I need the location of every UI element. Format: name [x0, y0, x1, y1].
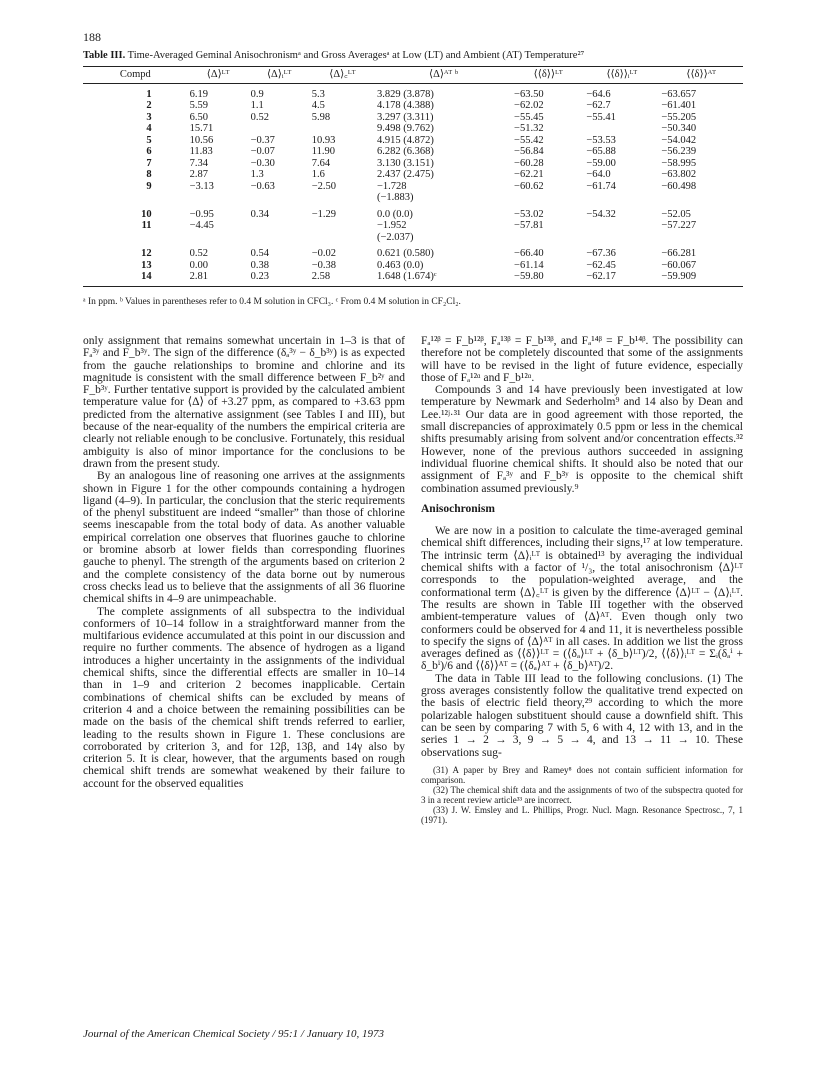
- header-compd: Compd: [83, 67, 188, 84]
- compound-number: 10: [141, 208, 152, 220]
- header-gross-lt: ⟨⟨δ⟩⟩ᴸᵀ: [512, 67, 584, 84]
- compound-number: 13: [141, 259, 152, 271]
- table-cell: 5.3: [311, 88, 325, 100]
- table-row: [83, 100, 743, 112]
- compound-number: 3: [146, 111, 152, 123]
- table-cell: −62.17: [584, 271, 659, 286]
- table-cell: −4.45: [189, 220, 214, 231]
- table-cell: 15.71: [189, 123, 214, 134]
- table-cell: −0.63: [250, 180, 275, 192]
- table-cell: 0.34: [250, 208, 269, 220]
- table-row: [83, 135, 743, 147]
- table-row: [83, 243, 743, 260]
- table-cell: −60.28: [514, 157, 544, 169]
- header-delta-lt: ⟨Δ⟩ᴸᵀ: [188, 67, 249, 84]
- table-cell: [188, 192, 249, 204]
- table-cell: −66.40: [514, 248, 544, 259]
- table-cell: −55.205: [661, 111, 697, 123]
- compound-number: 2: [146, 100, 152, 111]
- table-cell: −67.36: [586, 248, 616, 259]
- table-row: [83, 271, 743, 286]
- compound-number: 7: [146, 157, 152, 169]
- table-cell: [659, 232, 743, 244]
- table-cell: −0.30: [250, 157, 275, 169]
- table-caption-label: Table III.: [83, 50, 126, 61]
- table-cell: 2.437 (2.475): [377, 169, 434, 180]
- table-cell: [249, 192, 310, 204]
- table-cell: [584, 220, 659, 232]
- table-cell: −60.498: [661, 180, 697, 192]
- table-cell: 0.52: [250, 111, 269, 123]
- table-cell: 0.9: [250, 88, 264, 100]
- table-cell: −55.42: [514, 134, 544, 146]
- table-cell: [310, 192, 375, 204]
- compound-number: 6: [146, 146, 152, 157]
- compound-number: 4: [146, 123, 152, 134]
- table-cell: 6.19: [189, 88, 208, 100]
- table-cell: 2.87: [189, 169, 208, 180]
- paragraph: The complete assignments of all subspectra to the individual conformers of 10–14 follow in a straightforward manner from the multifarious evidence accumulated at this point in our discussion and require no further comments. The absence of hydrogen as a ligand introduces a higher uncertainty in the assignments of the individual chemical shifts, since the differential effects are smaller in 10–14 than in 1–9 and criterion 2 becomes inapplicable. Certain combinations of chemical shifts can be excluded by means of criterion 4 and a choice between the remaining possibilities can be made on the basis of the chemical shift trends referred to earlier, leading to the results shown in Figure 1. These conclusions are corroborated by criterion 3, and for 12β, 13β, and 14γ also by criterion 5. It is clear, however, that the arguments based on rough chemical shift trends are somewhat weakened by their failure to account for the observed equalities: [83, 605, 405, 790]
- table-cell: [659, 192, 743, 204]
- table-cell: 6.50: [189, 111, 208, 123]
- table-cell: 0.38: [250, 259, 269, 271]
- table-cell: −0.02: [311, 248, 337, 259]
- table-caption: [83, 50, 743, 61]
- table-cell: −63.50: [514, 88, 544, 100]
- table-cell: −50.340: [661, 123, 697, 134]
- table-cell: −59.909: [659, 271, 743, 286]
- paragraph: only assignment that remains somewhat uncertain in 1–3 is that of Fₐ³ʸ and F_b³ʸ. The sign of the difference (δₐ³ʸ − δ_b³ʸ) is as expected from the gauche relationships to bromine and chlorine and its magnitude is consistent with the small difference between F_b²ʸ and F_b³ʸ. Further tentative support is provided by the calculated ambient temperature value for ⟨Δ⟩ of +3.27 ppm, as compared to +3.63 ppm predicted from the alternative assignment (see Tables I and III), but because of the near-equality of the numbers the empirical criteria are clearly not reliable enough to be conclusive. Fortunately, this residual ambiguity is also of minor importance for the conclusions to be drawn from the present study.: [83, 335, 405, 470]
- table-cell: 3.297 (3.311): [377, 111, 434, 123]
- table-cell: 0.00: [189, 259, 208, 271]
- table-cell: −61.401: [661, 100, 697, 111]
- compound-number: 8: [146, 169, 152, 180]
- paragraph: By an analogous line of reasoning one arrives at the assignments shown in Figure 1 for the other compounds containing a hydrogen ligand (4–9). In particular, the conclusion that the steric requirements of the phenyl substituent are indeed “smaller” than those of chlorine seems inescapable from the total body of data. As another valuable empirical correlation one observes that fluorines gauche to chlorine or bromine absorb at lower fields than corresponding fluorines gauche to phenyl. The strength of the arguments based on criterion 2 and the complete consistency of the data borne out by numerous cross checks lead us to believe that the assignments of all 36 fluorine chemical shifts in 4–9 are unimpeachable.: [83, 470, 405, 606]
- compound-number: 14: [83, 271, 188, 286]
- table-cell: −3.13: [189, 180, 214, 192]
- table-row: [83, 158, 743, 170]
- header-gross-at: ⟨⟨δ⟩⟩ᴬᵀ: [659, 67, 743, 84]
- compound-number: [83, 232, 188, 244]
- table-cell: [512, 232, 584, 244]
- table-cell: −55.41: [586, 111, 616, 123]
- table-caption-text: Time-Averaged Geminal Anisochronismᵃ and Gross Averagesᵃ at Low (LT) and Ambient (AT) Temperature²⁷: [127, 50, 585, 61]
- table-cell: 0.23: [249, 271, 310, 286]
- table-cell: [584, 123, 659, 135]
- table-cell: −55.45: [514, 111, 544, 123]
- right-column: [421, 335, 743, 825]
- reference-item: (31) A paper by Brey and Ramey⁸ does not contain sufficient information for comparison.: [421, 764, 743, 785]
- table-cell: [249, 123, 310, 135]
- header-delta-c-lt: ⟨Δ⟩꜀ᴸᵀ: [310, 67, 375, 84]
- table-cell: −62.7: [586, 100, 611, 111]
- table-cell: 7.64: [311, 157, 331, 169]
- table-cell: [188, 232, 249, 244]
- table-cell: −65.88: [586, 146, 616, 157]
- table-cell: −58.995: [661, 157, 697, 169]
- table-cell: 7.34: [189, 157, 208, 169]
- table-row: [83, 232, 743, 244]
- table-cell: 4.178 (4.388): [377, 100, 434, 111]
- table-cell: 9.498 (9.762): [377, 123, 434, 134]
- compound-number: 9: [146, 180, 152, 192]
- table-row: [83, 112, 743, 124]
- paragraph: Fₐ¹²ᵝ = F_b¹²ᵝ, Fₐ¹³ᵝ = F_b¹³ᵝ, and Fₐ¹⁴ᵝ = F_b¹⁴ᵝ. The possibility can therefore not be completely discounted that some of the assignments will have to be revised in the light of future evidence, especially those of Fₐ¹²ᵅ and F_b¹²ᵅ.: [421, 335, 743, 384]
- table-cell: [310, 220, 375, 232]
- section-heading: Anisochronism: [421, 502, 495, 515]
- table-cell: 11.90: [311, 146, 335, 157]
- table-cell: 5.59: [189, 100, 208, 111]
- table-cell: [310, 123, 375, 135]
- table-cell: [249, 232, 310, 244]
- table-cell: −63.802: [661, 169, 697, 180]
- compound-number: 11: [141, 220, 152, 231]
- table-cell: −56.84: [514, 146, 544, 157]
- table-cell: 10.93: [311, 134, 336, 146]
- table-header-row: [83, 67, 743, 84]
- table-cell: −59.80: [512, 271, 584, 286]
- table-row: [83, 204, 743, 221]
- table-cell: 4.915 (4.872): [377, 134, 434, 146]
- table-cell: −1.29: [311, 208, 337, 220]
- table-row: [83, 146, 743, 158]
- page-number: 188: [83, 30, 101, 44]
- header-gross-i-lt: ⟨⟨δ⟩⟩ᵢᴸᵀ: [584, 67, 659, 84]
- table-cell: −1.728: [377, 180, 407, 192]
- header-delta-at: ⟨Δ⟩ᴬᵀ ᵇ: [375, 67, 512, 84]
- table-cell: −0.38: [311, 259, 337, 271]
- table-cell: −61.74: [586, 180, 616, 192]
- table-cell: −52.05: [661, 208, 691, 220]
- reference-item: (33) J. W. Emsley and L. Phillips, Progr. Nucl. Magn. Resonance Spectrosc., 7, 1 (1971).: [421, 804, 743, 825]
- table-cell: −54.042: [661, 134, 697, 146]
- table-cell: −62.45: [586, 259, 616, 271]
- table-cell: −64.6: [586, 88, 611, 100]
- table-cell: −60.067: [661, 259, 697, 271]
- table-cell: (−1.883): [377, 192, 414, 203]
- table-cell: −56.239: [661, 146, 697, 157]
- table-cell: 3.130 (3.151): [377, 157, 434, 169]
- table-cell: 1.1: [250, 100, 264, 111]
- table-cell: −0.07: [250, 146, 275, 157]
- table-cell: −57.227: [661, 220, 697, 231]
- table-cell: 2.58: [310, 271, 375, 286]
- table-cell: −51.32: [514, 123, 544, 134]
- compound-number: 12: [141, 248, 152, 259]
- table-row: [83, 169, 743, 181]
- paragraph: The data in Table III lead to the following conclusions. (1) The gross averages consistently follow the qualitative trend expected on the basis of electric field theory,²⁹ according to which the more polarizable halogen substituent should cause a downfield shift. This can be seen by comparing 7 with 5, 6 with 4, 12 with 13, and in the series 1 → 2 → 3, 9 → 5 → 4, and 13 → 11 → 10. These observations sug-: [421, 672, 743, 759]
- compound-number: 1: [146, 88, 152, 100]
- compound-number: 5: [146, 134, 152, 146]
- journal-footer: Journal of the American Chemical Society / 95:1 / January 10, 1973: [83, 1028, 385, 1040]
- table-cell: 5.98: [311, 111, 331, 123]
- compound-number: [83, 192, 188, 204]
- left-column: [83, 335, 405, 790]
- table-cell: 3.829 (3.878): [377, 88, 434, 100]
- table-cell: [249, 220, 310, 232]
- table-iii: [83, 66, 743, 287]
- table-cell: −60.62: [514, 180, 544, 192]
- table-cell: 4.5: [311, 100, 325, 111]
- paragraph: Compounds 3 and 14 have previously been investigated at low temperature by Newmark and Sederholm⁹ and 14 also by Dean and Lee.¹²ʲ·³¹ Our data are in good agreement with those reported, the small discrepancies of approximately 0.5 ppm or less in the chemical shifts presumably arising from solvent and/or concentration effects.³² However, none of the previous authors succeeded in assigning individual fluorine chemical shifts. It should also be noted that our assignment of Fₐ³ʸ and F_b³ʸ is opposite to the chemical shift combination assumed previously.⁹: [421, 384, 743, 495]
- table-cell: 0.463 (0.0): [377, 259, 424, 271]
- table-cell: 1.6: [311, 169, 325, 180]
- table-cell: 6.282 (6.368): [377, 146, 434, 157]
- table-cell: −53.02: [514, 208, 544, 220]
- table-footnote: ᵃ In ppm. ᵇ Values in parentheses refer to 0.4 M solution in CFCl₃. ᶜ From 0.4 M solution in CF₂Cl₂.: [83, 297, 461, 307]
- table-cell: 2.81: [188, 271, 249, 286]
- table-cell: 0.0 (0.0): [377, 208, 413, 220]
- table-cell: −62.02: [514, 100, 544, 111]
- table-cell: −62.21: [514, 169, 544, 180]
- table-row: [83, 123, 743, 135]
- table-cell: −54.32: [586, 208, 616, 220]
- table-cell: 11.83: [189, 146, 213, 157]
- reference-item: (32) The chemical shift data and the assignments of two of the subspectra quoted for 3 in a recent review article³³ are incorrect.: [421, 784, 743, 805]
- table-row: [83, 181, 743, 193]
- table-row: [83, 260, 743, 272]
- reference-list: [421, 765, 743, 825]
- paragraph: We are now in a position to calculate the time-averaged geminal chemical shift differences, including their signs,¹⁷ at low temperature. The intrinsic term ⟨Δ⟩ᵢᴸᵀ is obtained¹³ by averaging the individual chemical shifts with a factor of ¹/₃, the total anisochronism ⟨Δ⟩ᴸᵀ corresponds to the population-weighted average, and the conformational term ⟨Δ⟩꜀ᴸᵀ is given by the difference ⟨Δ⟩ᴸᵀ − ⟨Δ⟩ᵢᴸᵀ. The results are shown in Table III together with the observed ambient-temperature values of ⟨Δ⟩ᴬᵀ. Even though only two conformers could be observed for 4 and 11, it is nevertheless possible to specify the signs of ⟨Δ⟩ᴬᵀ in all cases. In addition we list the gross averages defined as ⟨⟨δ⟩⟩ᴸᵀ = (⟨δₐ⟩ᴸᵀ + ⟨δ_b⟩ᴸᵀ)/2, ⟨⟨δ⟩⟩ᵢᴸᵀ = Σᵢ(δₐⁱ + δ_bⁱ)/6 and ⟨⟨δ⟩⟩ᴬᵀ = (⟨δₐ⟩ᴬᵀ + ⟨δ_b⟩ᴬᵀ)/2.: [421, 525, 743, 673]
- table-cell: −1.952: [377, 220, 407, 231]
- table-cell: −2.50: [311, 180, 337, 192]
- table-cell: 0.54: [250, 248, 269, 259]
- table-row: [83, 192, 743, 204]
- table-row: [83, 83, 743, 100]
- table-cell: −57.81: [514, 220, 544, 231]
- table-cell: 0.52: [189, 248, 208, 259]
- table-cell: −0.37: [250, 134, 275, 146]
- table-cell: −53.53: [586, 134, 616, 146]
- table-cell: −66.281: [661, 248, 697, 259]
- table-cell: 10.56: [189, 134, 214, 146]
- table-cell: 0.621 (0.580): [377, 248, 434, 259]
- table-cell: −63.657: [661, 88, 697, 100]
- table-cell: [512, 192, 584, 204]
- table-row: [83, 220, 743, 232]
- table-cell: [584, 232, 659, 244]
- table-cell: −61.14: [514, 259, 544, 271]
- table-cell: [584, 192, 659, 204]
- table-cell: (−2.037): [377, 231, 414, 243]
- table-cell: −59.00: [586, 157, 616, 169]
- table-cell: [310, 232, 375, 244]
- table-cell: 1.3: [250, 169, 264, 180]
- table-cell: 1.648 (1.674)ᶜ: [375, 271, 512, 286]
- table-cell: −64.0: [586, 169, 611, 180]
- table-cell: −0.95: [189, 208, 214, 220]
- header-delta-i-lt: ⟨Δ⟩ᵢᴸᵀ: [249, 67, 310, 84]
